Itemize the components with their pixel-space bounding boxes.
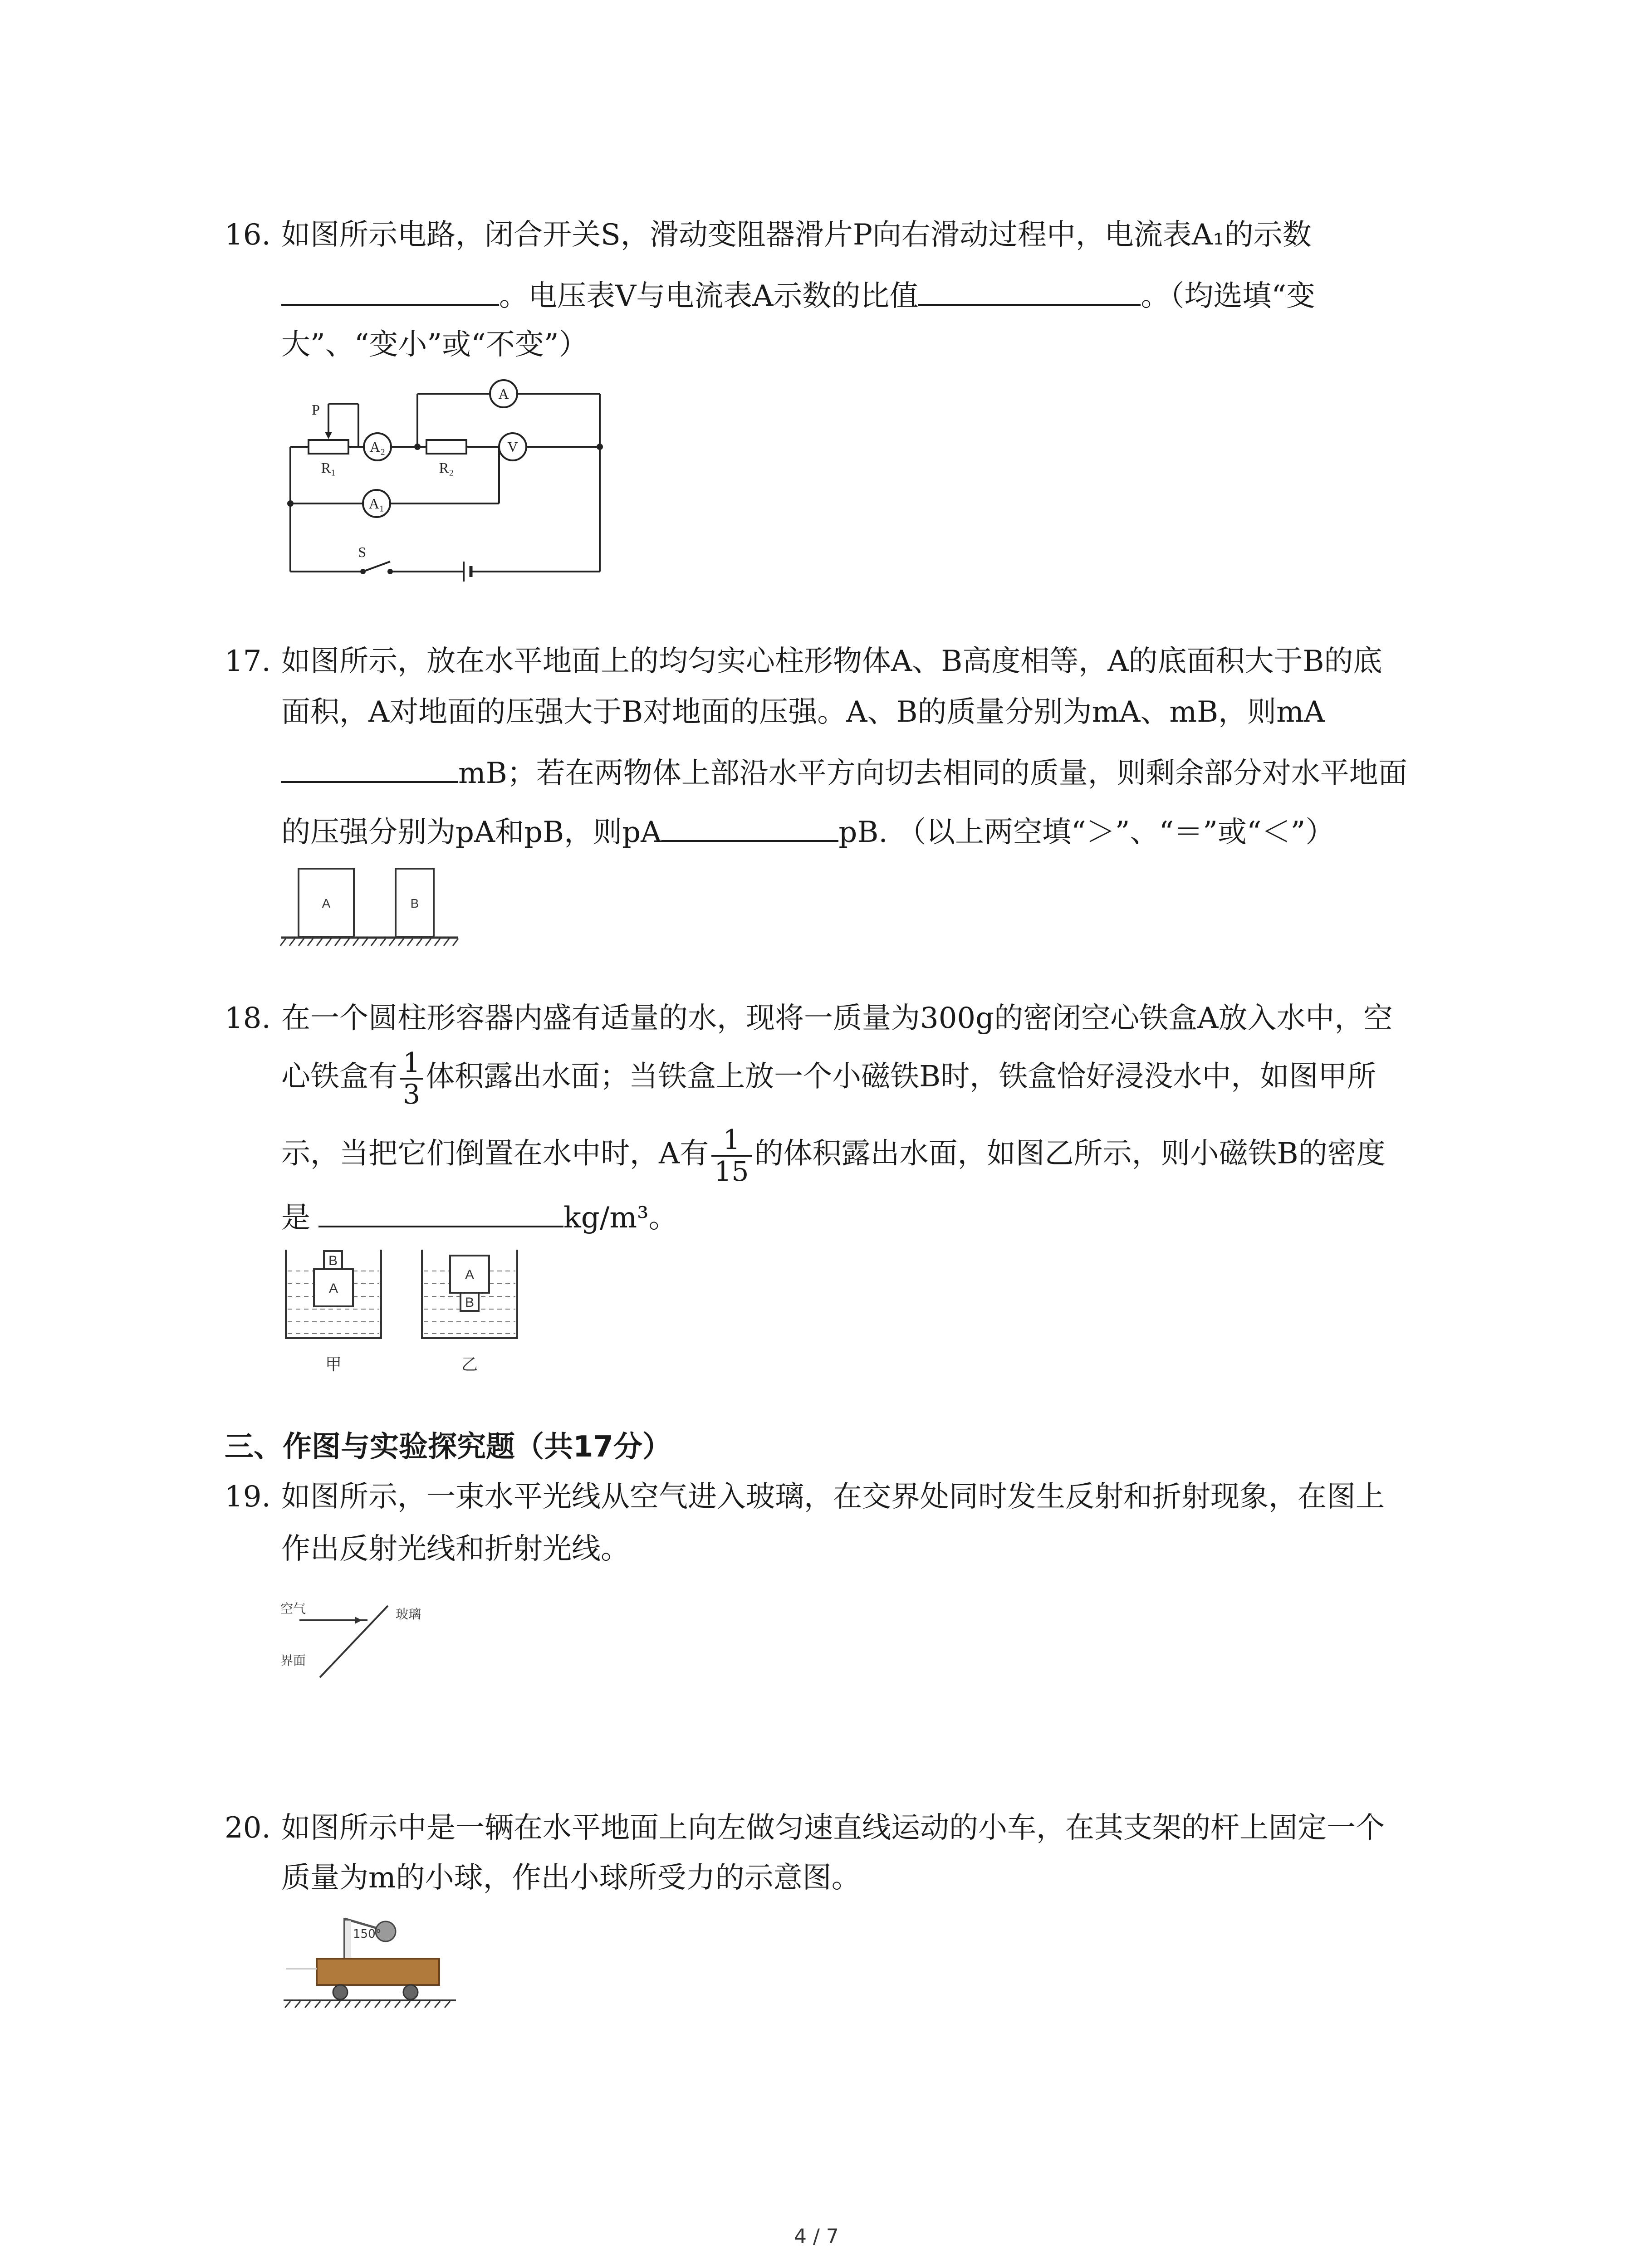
q17-number: 17. <box>225 645 271 678</box>
figure-yi-label: 乙 <box>461 1355 478 1374</box>
q18-line3-text-b: 的体积露出水面，如图乙所示，则小磁铁B的密度 <box>754 1137 1386 1171</box>
q17-line3-text: mB；若在两物体上部沿水平方向切去相同的质量，则剩余部分对水平地面 <box>458 757 1407 790</box>
block-b-label: B <box>410 896 419 910</box>
q18-line1: 在一个圆柱形容器内盛有适量的水，现将一质量为300g的密闭空心铁盒A放入水中，空 <box>281 1002 1393 1035</box>
q20-line1: 如图所示中是一辆在水平地面上向左做匀速直线运动的小车，在其支架的杆上固定一个 <box>281 1811 1385 1845</box>
q19-line1: 如图所示，一束水平光线从空气进入玻璃，在交界处同时发生反射和折射现象，在图上 <box>281 1480 1385 1514</box>
q16-line2-text-b: 。（均选填“变 <box>1141 279 1316 313</box>
glass-label: 玻璃 <box>396 1607 421 1622</box>
q18-answer-blank[interactable] <box>318 1198 563 1227</box>
air-label: 空气 <box>280 1601 306 1616</box>
q17-line4-text-a: 的压强分别为pA和pB，则pA <box>281 816 662 849</box>
q18-line4-text-a: 是 <box>281 1201 310 1235</box>
q17-answer-blank-2[interactable] <box>661 812 838 842</box>
q17-blocks-diagram <box>277 860 467 950</box>
angle-label: 150° <box>353 1927 382 1941</box>
q16-answer-blank-1[interactable] <box>281 276 499 306</box>
q19-number: 19. <box>225 1480 271 1514</box>
q20-number: 20. <box>225 1811 271 1845</box>
page-number: 4 / 7 <box>794 2225 839 2248</box>
q18-fraction-one-fifteenth: $\frac{1}{15}$ <box>711 1125 751 1187</box>
block-a-label: A <box>322 896 331 910</box>
q17-line4 <box>281 812 1334 850</box>
q18-line2-text-a: 心铁盒有 <box>281 1060 397 1094</box>
q17-line1: 如图所示，放在水平地面上的均匀实心柱形物体A、B高度相等，A的底面积大于B的底 <box>281 645 1382 678</box>
jia-box-a-label: A <box>328 1281 338 1296</box>
q20-line2: 质量为m的小球，作出小球所受力的示意图。 <box>281 1861 861 1895</box>
q16-line2 <box>281 276 1315 314</box>
q17-answer-blank-1[interactable] <box>281 753 458 783</box>
section-3-heading: 三、作图与实验探究题（共17分） <box>225 1430 672 1464</box>
q17-line2: 面积，A对地面的压强大于B对地面的压强。A、B的质量分别为mA、mB，则mA <box>281 695 1325 729</box>
q18-line2 <box>281 1048 1376 1110</box>
resistor-r2-label: R₂ <box>439 459 454 476</box>
q18-line3 <box>281 1125 1386 1187</box>
q16-line1: 如图所示电路，闭合开关S，滑动变阻器滑片P向右滑动过程中，电流表A₁的示数 <box>281 218 1312 252</box>
ammeter-a1-label: A₁ <box>368 495 385 512</box>
q20-cart-diagram <box>277 1905 467 2032</box>
q18-line3-text-a: 示，当把它们倒置在水中时，A有 <box>281 1137 709 1171</box>
yi-magnet-b-label: B <box>465 1295 475 1310</box>
q18-line2-text-b: 体积露出水面；当铁盒上放一个小磁铁B时，铁盒恰好浸没水中，如图甲所 <box>426 1060 1376 1094</box>
q18-fraction-one-third: $\frac{1}{3}$ <box>400 1048 423 1110</box>
q18-line4 <box>281 1198 678 1236</box>
q18-line4-text-b: kg/m³。 <box>563 1201 678 1235</box>
q18-containers-diagram <box>277 1243 531 1379</box>
q17-line3 <box>281 753 1407 792</box>
q16-line2-text-a: 。电压表V与电流表A示数的比值 <box>499 279 919 313</box>
figure-jia-label: 甲 <box>325 1355 342 1374</box>
q16-number: 16. <box>225 218 271 252</box>
ammeter-a-label: A <box>498 386 509 402</box>
jia-magnet-b-label: B <box>328 1253 338 1268</box>
q16-circuit-diagram <box>277 372 612 590</box>
switch-s-label: S <box>358 544 366 560</box>
q16-line3: 大”、“变小”或“不变”） <box>281 328 588 362</box>
resistor-r1-label: R₁ <box>321 459 336 476</box>
voltmeter-label: V <box>507 439 518 455</box>
q19-line2: 作出反射光线和折射光线。 <box>281 1532 630 1566</box>
q18-number: 18. <box>225 1002 271 1035</box>
slider-p-label: P <box>312 401 320 418</box>
interface-label: 界面 <box>280 1653 306 1668</box>
q17-line4-text-b: pB. （以上两空填“＞”、“＝”或“＜”） <box>838 816 1335 849</box>
q19-light-refraction-diagram <box>277 1588 467 1692</box>
ammeter-a2-label: A₂ <box>369 439 386 455</box>
yi-box-a-label: A <box>465 1267 475 1282</box>
q16-answer-blank-2[interactable] <box>918 276 1141 306</box>
